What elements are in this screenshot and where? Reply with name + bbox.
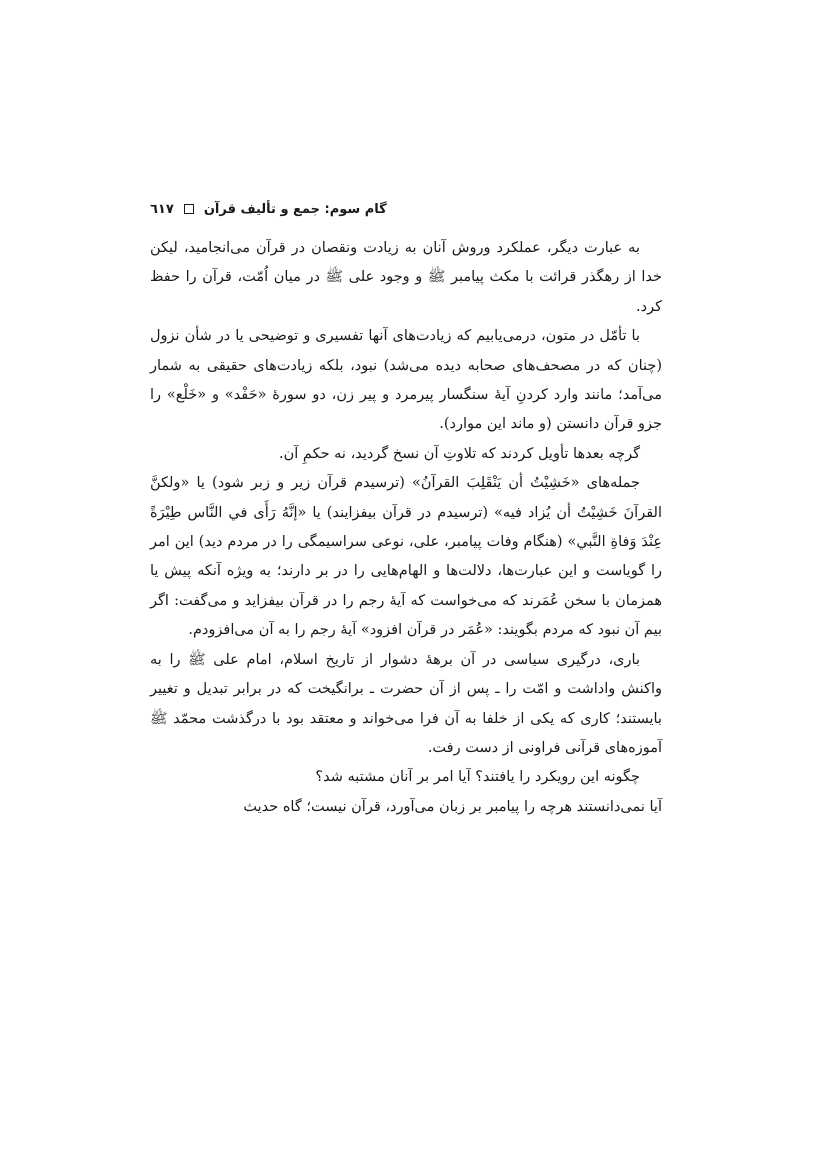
paragraph-3: گرچه بعدها تأویل کردند که تلاوتِ آن نسخ گردید، نه حکمِ آن. [279,445,640,462]
paragraph-2: با تأمّل در متون، درمی‌یابیم که زیادت‌های آنها تفسیری و توضیحی یا در شأن نزول (چنان که در مصحف‌های صحابه دیده می‌شد) نبود، بلکه زیادت‌های حقیقی به شمار می‌آمد؛ مانند وارد کردنِ آیهٔ سنگسار پیرمرد و پیر زن، دو سورهٔ «حَفْد» و «خَلْع» را جزو قرآن دانستن (و ماند این موارد). [150,328,662,433]
page-body [150,234,662,822]
paragraph-4: جمله‌های «خَشِيْتُ أن يَنْقَلِبَ القرآنُ» (ترسیدم قرآن زیر و زبر شود) یا «ولكنَّ القرآنَ خَشِيْتُ أن يُزاد فيه» (ترسیدم در قرآن بیفزایند) یا «إنَّهُ رَأَى في النَّاس طِيْرَةً عِنْدَ وَفاةِ النَّبي» (هنگام وفات پیامبر، علی، نوعی سراسیمگی را در مردم دید) این امر را گویاست و این عبارت‌ها، دلالت‌ها و الهام‌هایی را در بر دارند؛ به ویژه آنکه پیش یا همزمان با سخن عُمَرند که می‌خواست که آیهٔ رجم را در قرآن بیفزاید و می‌گفت: اگر بیم آن نبود که مردم بگویند: «عُمَر در قرآن افزود» آیهٔ رجم را به آن می‌افزودم. [150,475,662,639]
header-separator-square-icon [184,204,194,214]
paragraph-7: آیا نمی‌دانستند هرچه را پیامبر بر زبان می‌آورد، قرآن نیست؛ گاه حدیث [243,798,662,815]
chapter-title: گام سوم: جمع و تألیف قرآن [203,201,387,217]
page-header [150,196,655,222]
paragraph-5: باری، درگیری سیاسی در آن برههٔ دشوار از تاریخ اسلام، امام علی ﷺ را به واکنش واداشت و امّت را ـ پس از آن حضرت ـ برانگیخت که در برابر تبدیل و تغییر بایستند؛ کاری که یکی از خلفا به آن فرا می‌خواند و معتقد بود با درگذشت محمّد ﷺ آموزه‌های قرآنی فراونی از دست رفت. [150,651,662,756]
paragraph-6: چگونه این رویکرد را یافتند؟ آیا امر بر آنان مشتبه شد؟ [315,769,640,786]
page-number: ٦١٧ [150,201,174,217]
paragraph-1: به عبارت دیگر، عملکرد وروش آنان به زیادت ونقصان در قرآن می‌انجامید، لیکن خدا از رهگذر قرائت با مکث پیامبر ﷺ و وجود علی ﷺ در میان اُمّت، قرآن را حفظ کرد. [150,240,662,315]
